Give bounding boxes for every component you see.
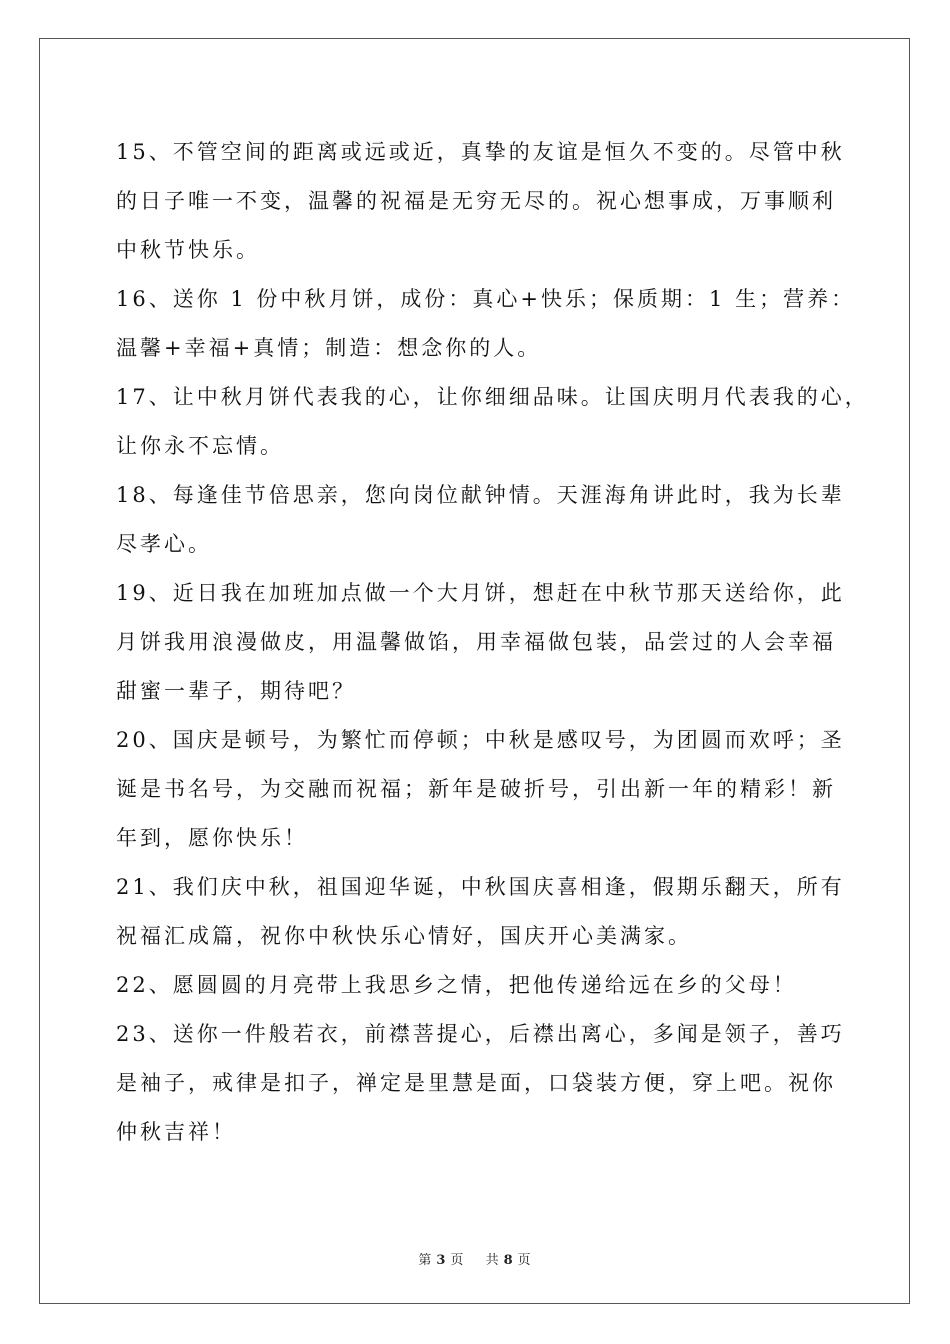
text-line: 年到，愿你快乐！	[116, 826, 308, 850]
text-line: 的日子唯一不变，温馨的祝福是无穷无尽的。祝心想事成，万事顺利	[116, 189, 836, 213]
document-body	[116, 128, 869, 1157]
text-line: 是袖子，戒律是扣子，禅定是里慧是面，口袋装方便，穿上吧。祝你	[116, 1071, 836, 1095]
text-line: 月饼我用浪漫做皮，用温馨做馅，用幸福做包装，品尝过的人会幸福	[116, 630, 836, 654]
page-number	[414, 1253, 468, 1268]
paragraph-21	[116, 863, 845, 961]
page-total	[482, 1253, 536, 1268]
total-pages: 8	[503, 1253, 514, 1268]
paragraph-23	[116, 1010, 845, 1157]
page-footer	[0, 1249, 950, 1268]
total-prefix: 共	[485, 1253, 500, 1268]
paragraph-15	[116, 128, 845, 275]
text-line: 23、送你一件般若衣，前襟菩提心，后襟出离心，多闻是领子，善巧	[116, 1022, 845, 1046]
text-line: 19、近日我在加班加点做一个大月饼，想赶在中秋节那天送给你，此	[116, 581, 845, 605]
text-line: 诞是书名号，为交融而祝福；新年是破折号，引出新一年的精彩！新	[116, 777, 836, 801]
text-line: 16、送你 1 份中秋月饼，成份：真心+快乐；保质期：1 生；营养：	[116, 287, 856, 311]
page-prefix: 第	[418, 1253, 433, 1268]
text-line: 尽孝心。	[116, 532, 212, 556]
paragraph-22	[116, 961, 836, 1010]
text-line: 温馨+幸福+真情；制造：想念你的人。	[116, 336, 542, 360]
text-line: 20、国庆是顿号，为繁忙而停顿；中秋是感叹号，为团圆而欢呼；圣	[116, 728, 845, 752]
text-line: 18、每逢佳节倍思亲，您向岗位献钟情。天涯海角讲此时，我为长辈	[116, 483, 845, 507]
paragraph-17	[116, 373, 869, 471]
paragraph-18	[116, 471, 845, 569]
text-line: 甜蜜一辈子，期待吧？	[116, 679, 356, 703]
text-line: 15、不管空间的距离或远或近，真挚的友谊是恒久不变的。尽管中秋	[116, 140, 845, 164]
paragraph-19	[116, 569, 845, 716]
text-line: 祝福汇成篇，祝你中秋快乐心情好，国庆开心美满家。	[116, 924, 692, 948]
text-line: 中秋节快乐。	[116, 238, 260, 262]
paragraph-16	[116, 275, 856, 373]
current-page: 3	[436, 1253, 447, 1268]
text-line: 17、让中秋月饼代表我的心，让你细细品味。让国庆明月代表我的心，	[116, 385, 869, 409]
text-line: 仲秋吉祥！	[116, 1120, 236, 1144]
total-suffix: 页	[517, 1253, 532, 1268]
page-suffix: 页	[450, 1253, 465, 1268]
text-line: 22、愿圆圆的月亮带上我思乡之情，把他传递给远在乡的父母！	[116, 973, 797, 997]
text-line: 让你永不忘情。	[116, 434, 284, 458]
text-line: 21、我们庆中秋，祖国迎华诞，中秋国庆喜相逢，假期乐翻天，所有	[116, 875, 845, 899]
paragraph-20	[116, 716, 845, 863]
